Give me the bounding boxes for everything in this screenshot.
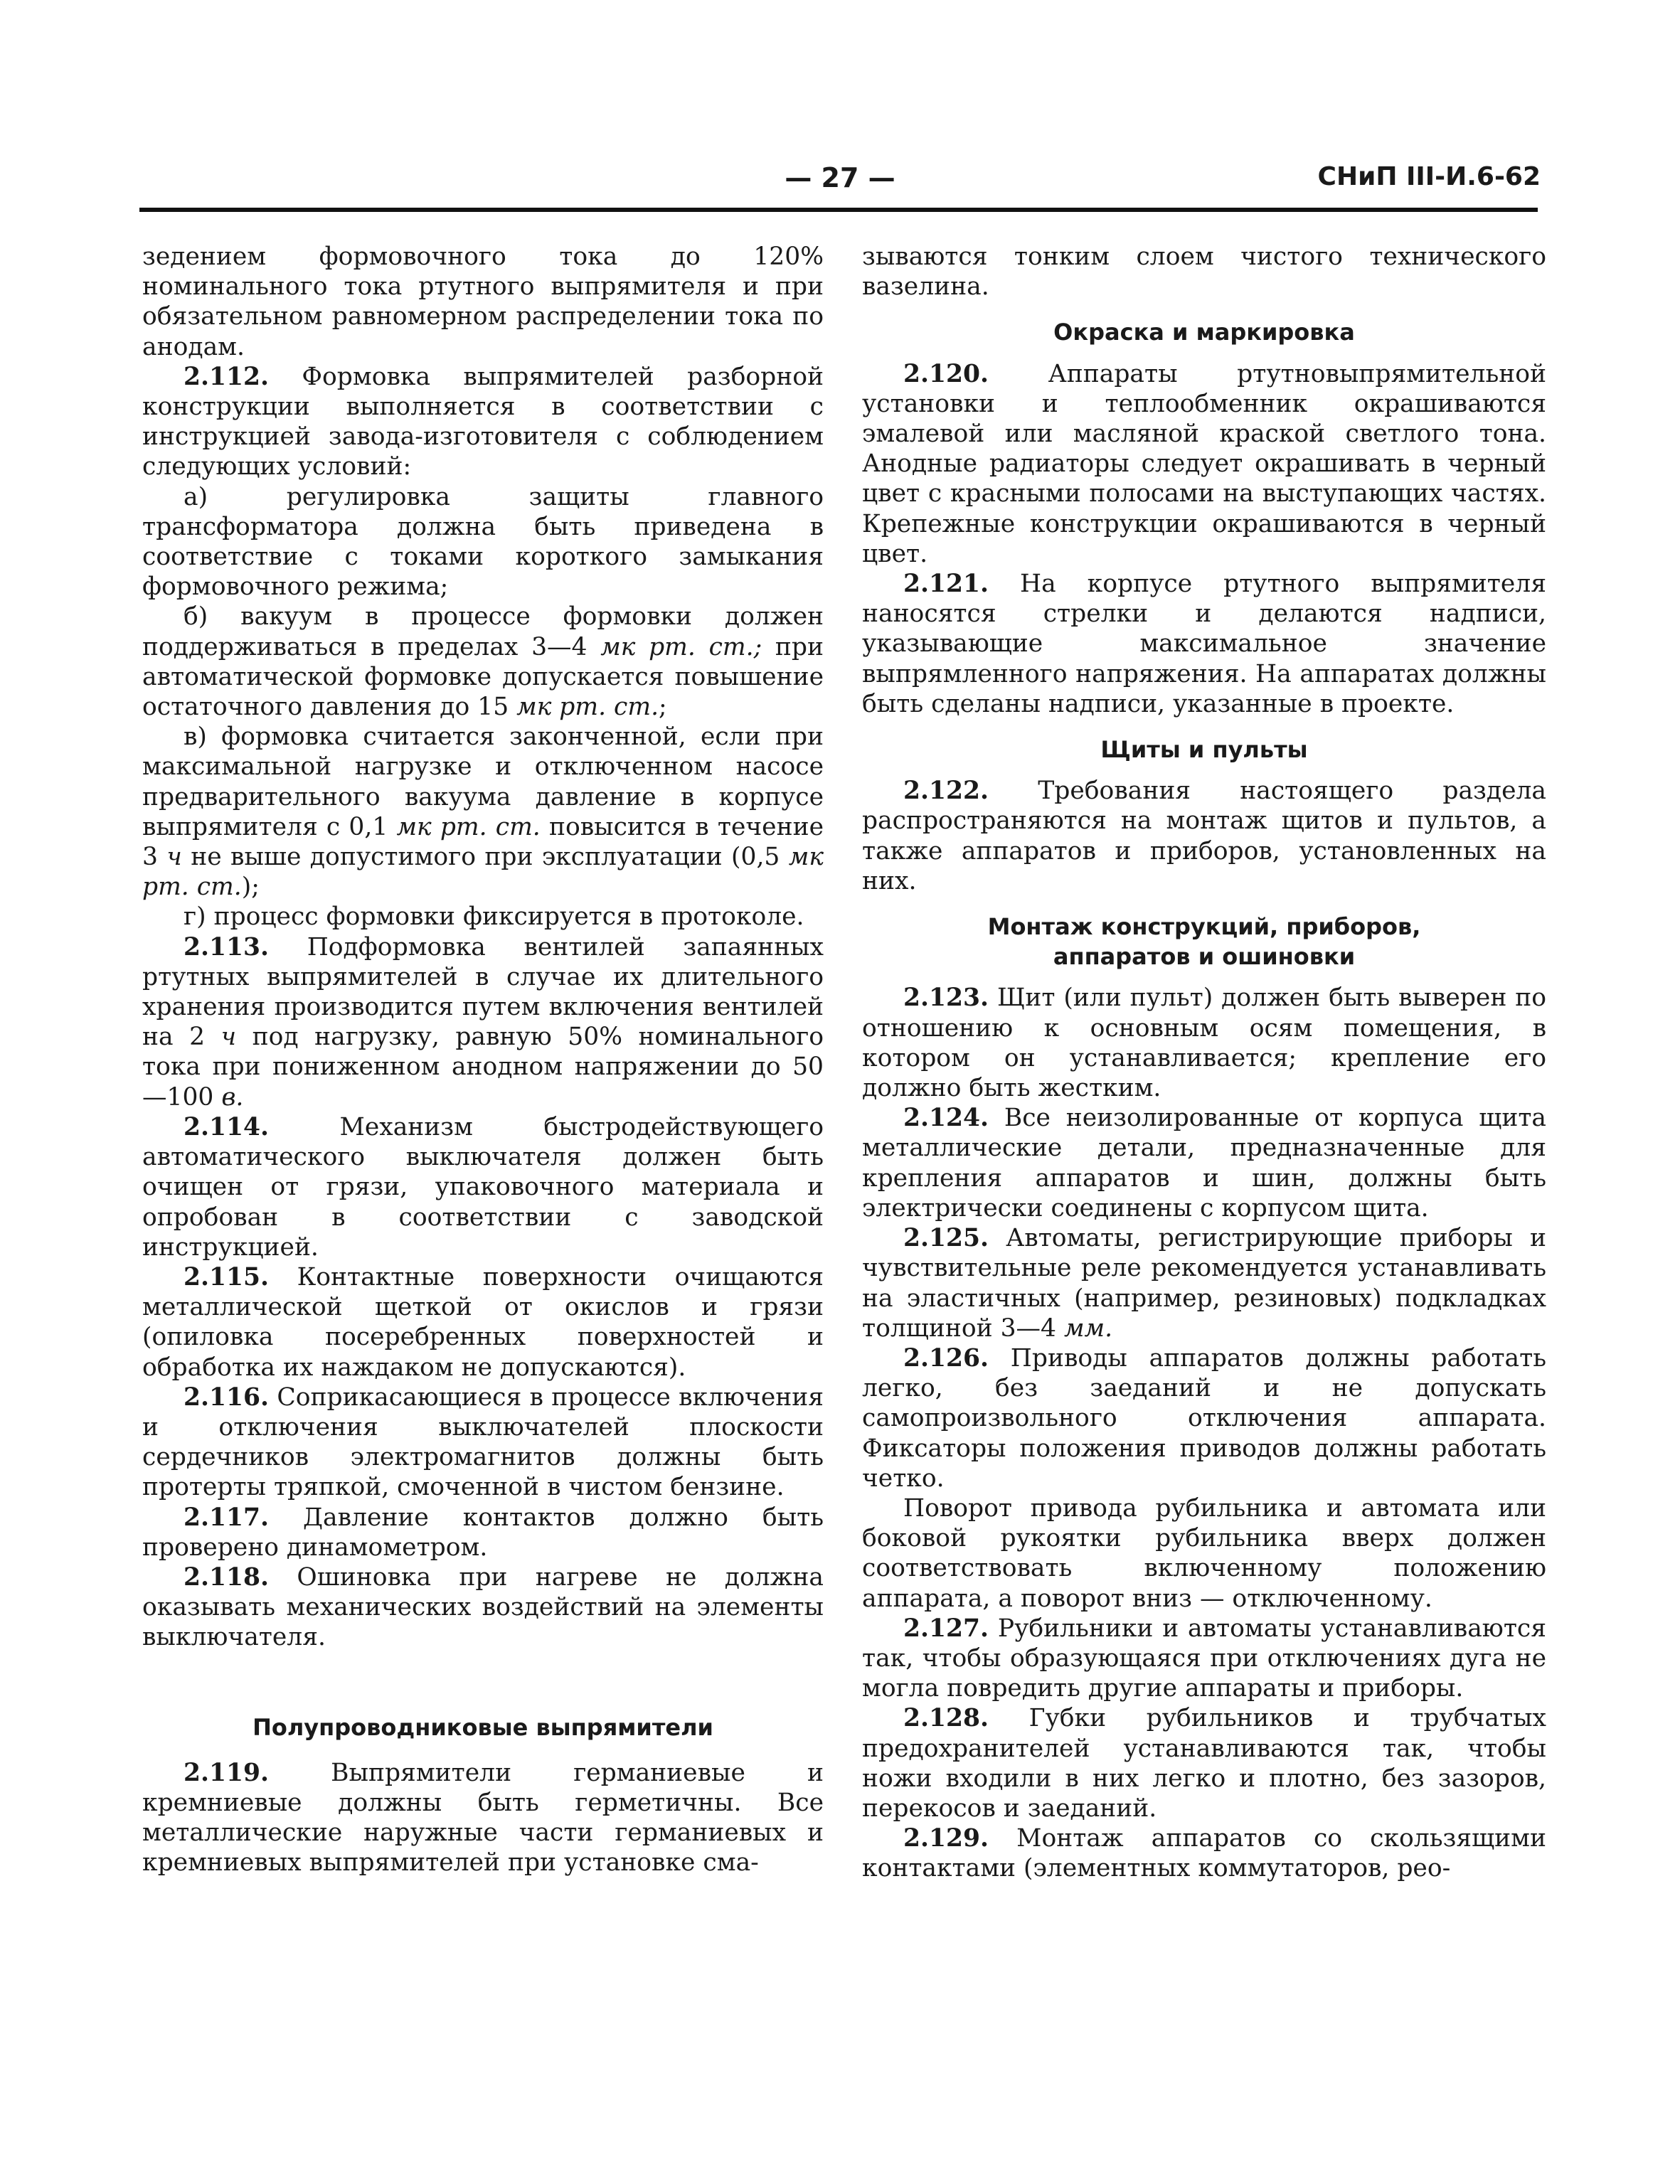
clause-number: 2.123. <box>903 984 989 1013</box>
paragraph <box>862 242 1546 302</box>
paragraph-2-118 <box>142 1562 824 1653</box>
paragraph-2-121 <box>862 569 1546 719</box>
paragraph-text: Автоматы, регистрирующие приборы и чувствительные реле рекомендуется устанавливать на эластичных (например, резиновых) подкладках толщиной 3—4 <box>862 1224 1546 1343</box>
clause-number: 2.115. <box>184 1262 270 1291</box>
paragraph-text: На корпусе ртутного выпрямителя наносятся стрелки и делаются надписи, указывающие максимальное значение выпрямленного напряжения. На аппаратах должны быть сделаны надписи, указанные в проекте. <box>862 570 1546 718</box>
left-column <box>142 242 824 1878</box>
unit-text: ч <box>166 843 182 872</box>
clause-number: 2.112. <box>184 362 270 391</box>
paragraph-2-119 <box>142 1758 824 1878</box>
paragraph-text: Рубильники и автоматы устанавливаются так, чтобы образующаяся при отключениях дуга не могла повредить другие аппараты и приборы. <box>862 1614 1546 1703</box>
paragraph-text: в) формовка считается законченной, если при максимальной нагрузке и отключенном насосе предварительного вакуума давление в корпусе выпрямителя с 0,1 <box>142 723 824 841</box>
section-heading: Щиты и пульты <box>1100 736 1308 764</box>
clause-number: 2.114. <box>184 1112 270 1141</box>
paragraph-text: Механизм быстродействующего автоматического выключателя должен быть очищен от грязи, упаковочного материала и опробован в соответствии с заводской инструкцией. <box>142 1112 824 1262</box>
clause-number: 2.117. <box>184 1503 270 1532</box>
paragraph-text: Поворот привода рубильника и автомата или боковой рукоятки рубильника вверх должен соответствовать включенному положению аппарата, а поворот вниз — отключенному. <box>862 1493 1546 1613</box>
clause-number: 2.122. <box>903 777 989 806</box>
clause-number: 2.127. <box>903 1614 989 1643</box>
unit-text: мк рт. ст. <box>516 693 659 722</box>
paragraph-text: повысится в течение 3 <box>142 812 824 872</box>
clause-number: 2.118. <box>184 1562 270 1592</box>
paragraph-2-128 <box>862 1703 1546 1823</box>
unit-text: мк рт. ст. <box>142 843 824 902</box>
unit-text: мк рт. ст.; <box>600 632 762 661</box>
paragraph-text: Формовка выпрямителей разборной конструкции выполняется в соответствии с инструкцией завода-изготовителя с соблюдением следующих условий: <box>142 362 824 481</box>
clause-number: 2.120. <box>903 359 989 388</box>
paragraph-text: а) регулировка защиты главного трансформатора должна быть приведена в соответствие с токами короткого замыкания формовочного режима; <box>142 482 824 602</box>
heading-line: аппаратов и ошиновки <box>1053 943 1356 971</box>
paragraph-text: Щит (или пульт) должен быть выверен по отношению к основным осям помещения, в котором он устанавливается; крепление его должно быть жестким. <box>862 984 1546 1103</box>
clause-number: 2.121. <box>903 570 989 599</box>
paragraph-text: Контактные поверхности очищаются металлической щеткой от окислов и грязи (опиловка посеребренных поверхностей и обработка их наждаком не допускаются). <box>142 1262 824 1382</box>
header-rule <box>139 208 1538 212</box>
paragraph-2-122 <box>862 776 1546 896</box>
paragraph-text: зедением формовочного тока до 120% номинального тока ртутного выпрямителя и при обязательном равномерном распределении тока по анодам. <box>142 243 824 361</box>
unit-text: мм. <box>1063 1314 1113 1343</box>
paragraph-text: Подформовка вентилей запаянных ртутных выпрямителей в случае их длительного хранения производится путем включения вентилей на 2 <box>142 932 824 1052</box>
paragraph-text: ; <box>659 693 667 722</box>
paragraph-text: Губки рубильников и трубчатых предохранителей устанавливаются так, чтобы ножи входили в них легко и плотно, без зазоров, перекосов и заеданий. <box>862 1704 1546 1823</box>
paragraph <box>142 242 824 362</box>
paragraph-2-112 <box>142 362 824 482</box>
paragraph-text: ); <box>241 873 260 902</box>
page-header <box>139 162 1541 212</box>
paragraph-text: Аппараты ртутновыпрямительной установки и теплообменник окрашиваются эмалевой или масляной краской светлого тона. Анодные радиаторы следует окрашивать в черный цвет с красными полосами на выступающих частях. Крепежные конструкции окрашиваются в черный цвет. <box>862 359 1546 568</box>
paragraph-text: Ошиновка при нагреве не должна оказывать механических воздействий на элементы выключателя. <box>142 1562 824 1652</box>
paragraph-text: Требования настоящего раздела распространяются на монтаж щитов и пультов, а также аппаратов и приборов, установленных на них. <box>862 777 1546 895</box>
paragraph-text: Давление контактов должно быть проверено динамометром. <box>142 1503 824 1562</box>
paragraph-text: Монтаж аппаратов со скользящими контактами (элементных коммутаторов, рео- <box>862 1824 1546 1883</box>
list-item-a <box>142 482 824 602</box>
paragraph-2-123 <box>862 983 1546 1103</box>
list-item-d <box>142 902 824 932</box>
paragraph-2-126 <box>862 1343 1546 1493</box>
section-heading: Окраска и маркировка <box>1053 319 1355 346</box>
paragraph-text: Соприкасающиеся в процессе включения и отключения выключателей плоскости сердечников электромагнитов должны быть протерты тряпкой, смоченной в чистом бензине. <box>142 1383 824 1502</box>
paragraph-text: под нагрузку, равную 50% номинального тока при пониженном анодном напряжении до 50—100 <box>142 1023 824 1112</box>
paragraph-2-116 <box>142 1383 824 1503</box>
paragraph-text: зываются тонким слоем чистого технического вазелина. <box>862 243 1546 302</box>
paragraph-2-124 <box>862 1103 1546 1223</box>
document-code: СНиП III-И.6-62 <box>1317 162 1541 191</box>
paragraph-2-129 <box>862 1823 1546 1883</box>
paragraph-text: б) вакуум в процессе формовки должен поддерживаться в пределах 3—4 <box>142 602 824 661</box>
heading-line: Монтаж конструкций, приборов, <box>987 913 1421 941</box>
page-number: — 27 — <box>785 162 895 193</box>
right-column <box>862 242 1546 1884</box>
clause-number: 2.125. <box>903 1224 989 1253</box>
unit-text: ч <box>220 1023 237 1052</box>
list-item-b <box>142 602 824 722</box>
clause-number: 2.116. <box>184 1383 270 1412</box>
paragraph-2-114 <box>142 1112 824 1262</box>
paragraph-text: не выше допустимого при эксплуатации (0,5 <box>181 843 789 872</box>
clause-number: 2.126. <box>903 1343 989 1373</box>
clause-number: 2.113. <box>184 932 270 962</box>
section-heading: Полупроводниковые выпрямители <box>252 1713 713 1741</box>
paragraph-2-125 <box>862 1223 1546 1343</box>
paragraph <box>862 1493 1546 1614</box>
paragraph-text: Все неизолированные от корпуса щита металлические детали, предназначенные для крепления аппаратов и шин, должны быть электрически соединены с корпусом щита. <box>862 1104 1546 1222</box>
clause-number: 2.129. <box>903 1824 989 1853</box>
paragraph-text: Выпрямители германиевые и кремниевые должны быть герметичны. Все металлические наружные части германиевых и кремниевых выпрямителей при установке сма- <box>142 1758 824 1877</box>
clause-number: 2.128. <box>903 1704 989 1733</box>
unit-text: в. <box>221 1082 244 1112</box>
paragraph-text: Приводы аппаратов должны работать легко, без заеданий и не допускать самопроизвольного отключения аппарата. Фиксаторы положения приводов должны работать четко. <box>862 1343 1546 1493</box>
paragraph-2-113 <box>142 932 824 1112</box>
clause-number: 2.124. <box>903 1104 989 1133</box>
clause-number: 2.119. <box>184 1758 270 1787</box>
paragraph-text: г) процесс формовки фиксируется в протоколе. <box>184 902 804 932</box>
paragraph-2-127 <box>862 1614 1546 1704</box>
paragraph-2-115 <box>142 1262 824 1383</box>
unit-text: мк рт. ст. <box>396 812 541 841</box>
paragraph-2-120 <box>862 359 1546 569</box>
paragraph-2-117 <box>142 1503 824 1562</box>
list-item-c <box>142 722 824 902</box>
section-heading <box>862 912 1546 971</box>
paragraph-text: при автоматической формовке допускается повышение остаточного давления до 15 <box>142 632 824 722</box>
